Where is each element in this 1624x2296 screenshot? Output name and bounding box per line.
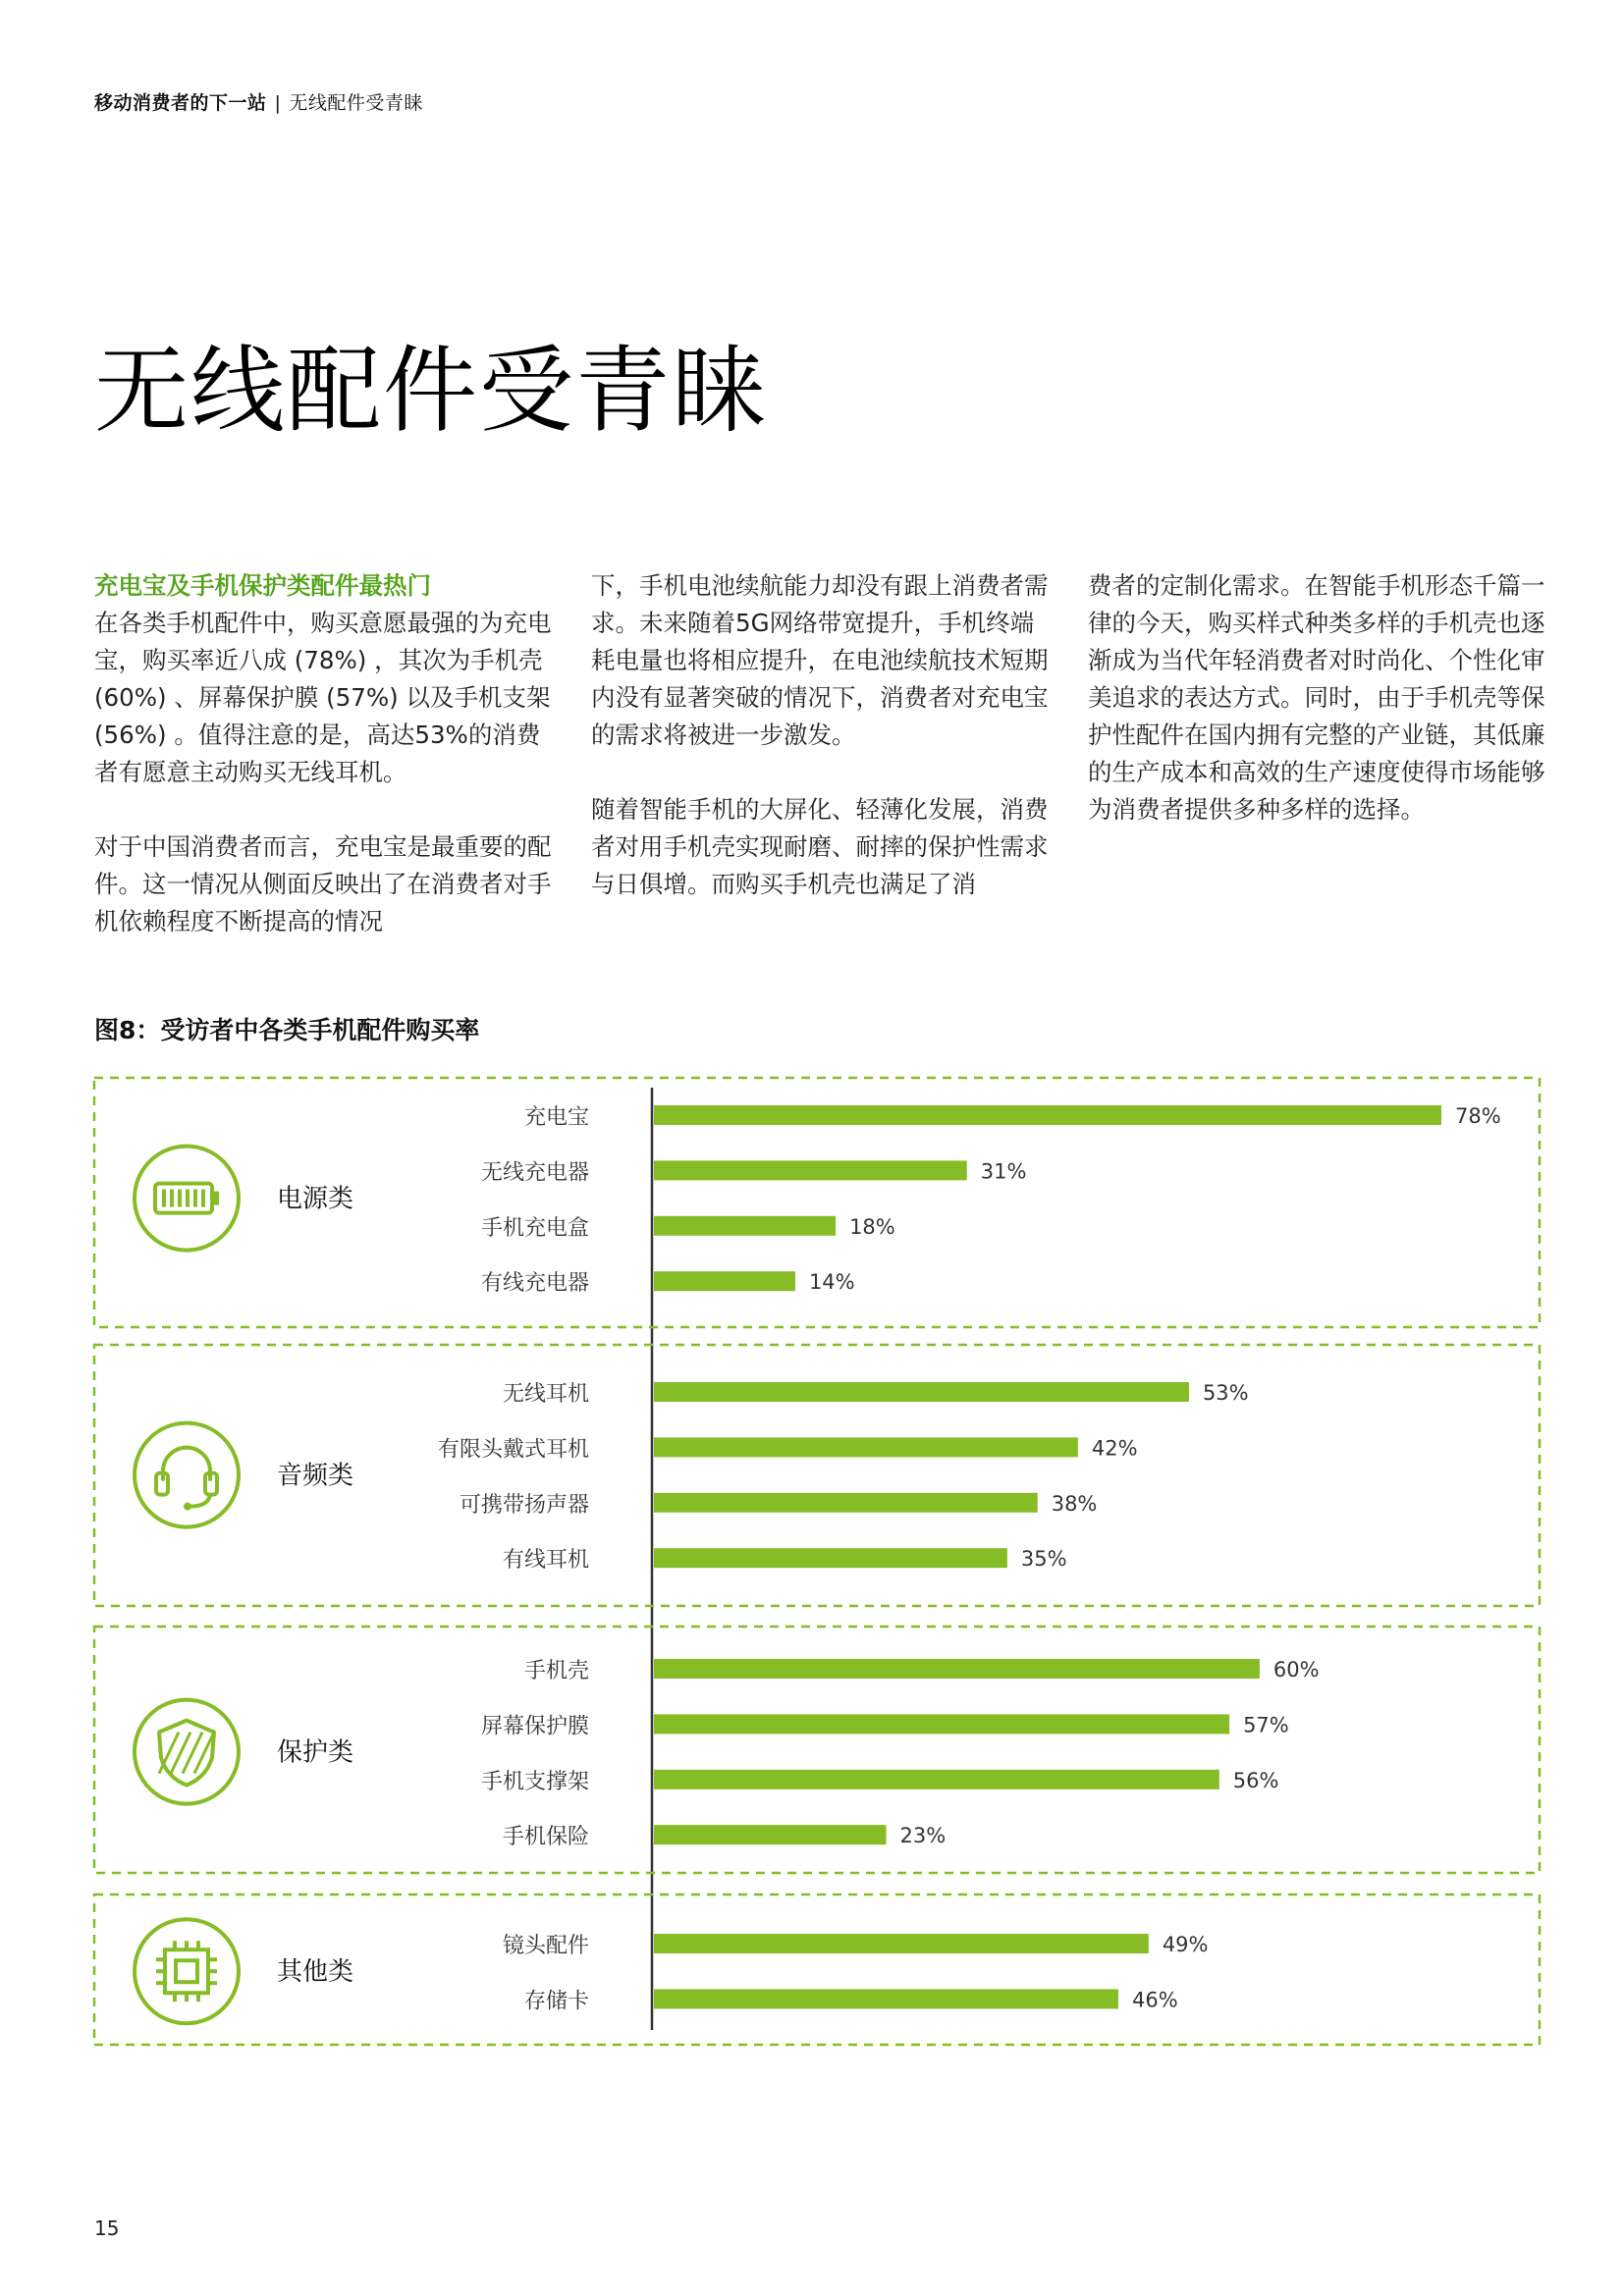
page-title: 无线配件受青睐 (94, 336, 768, 446)
category-label: 手机壳 (523, 1659, 589, 1683)
category-label: 无线耳机 (502, 1382, 589, 1407)
bar (654, 1770, 1219, 1789)
group-frame (94, 1345, 1540, 1606)
paragraph-text: 费者的定制化需求。在智能手机形态千篇一律的今天，购买样式种类多样的手机壳也逐渐成为当代年轻消费者对时尚化、个性化审美追求的表达方式。同时，由于手机壳等保护性配件在国内拥有完整的产业链，其低廉的生产成本和高效的生产速度使得市场能够为消费者提供多种多样的选择。 (1088, 571, 1545, 824)
chip-icon (135, 1919, 239, 2023)
category-label: 屏幕保护膜 (480, 1714, 589, 1739)
bar (654, 1714, 1229, 1734)
category-label: 有限头戴式耳机 (437, 1437, 589, 1463)
group-frame (94, 1078, 1540, 1327)
paragraph (94, 567, 556, 791)
data-label: 38% (1051, 1491, 1098, 1516)
bar (654, 1271, 795, 1291)
battery-cell (162, 1190, 166, 1207)
category-label: 手机充电盒 (480, 1215, 589, 1241)
paragraph-text: 在各类手机配件中，购买意愿最强的为充电宝，购买率近八成 (78%) ，其次为手机壳 (60%) 、屏幕保护膜 (57%) 以及手机支架 (56%) 。值得注意的是，高达53%的消费者有愿意主动购买无线耳机。 (94, 609, 552, 786)
headset-mic-arm (190, 1495, 210, 1507)
paragraph-text: 下，手机电池续航能力却没有跟上消费者需求。未来随着5G网络带宽提升，手机终端耗电量也将相应提升，在电池续航技术短期内没有显著突破的情况下，消费者对充电宝的需求将被进一步激发。 (591, 571, 1049, 749)
body-column-3 (1088, 567, 1549, 866)
shield-stripe (194, 1733, 214, 1774)
bar (654, 1105, 1441, 1125)
battery-cell (186, 1190, 189, 1207)
data-label: 53% (1202, 1381, 1249, 1405)
bar (654, 1548, 1007, 1568)
running-header (94, 88, 423, 115)
battery-icon (135, 1147, 239, 1251)
bar (654, 1934, 1149, 1953)
header-subsection: 无线配件受青睐 (289, 92, 423, 114)
category-label: 无线充电器 (480, 1160, 589, 1186)
paragraph-text: 对于中国消费者而言，充电宝是最重要的配件。这一情况从侧面反映出了在消费者对手机依赖程度不断提高的情况 (94, 832, 552, 935)
bar (654, 1659, 1260, 1679)
battery-cell (193, 1190, 197, 1207)
bar (654, 1493, 1038, 1513)
icon-ring (135, 1700, 239, 1804)
headset-band (163, 1448, 210, 1481)
category-label: 可携带扬声器 (459, 1492, 589, 1518)
header-section: 移动消费者的下一站 (94, 92, 267, 114)
headset-icon (135, 1423, 239, 1527)
chip-core (176, 1960, 197, 1982)
group-label: 保护类 (277, 1737, 354, 1768)
bar (654, 1825, 886, 1844)
data-label: 35% (1020, 1547, 1067, 1572)
category-label: 存储卡 (523, 1989, 589, 2014)
data-label: 31% (980, 1159, 1027, 1184)
headset-left-cup (156, 1473, 168, 1495)
data-label: 42% (1091, 1436, 1138, 1461)
bar (654, 1382, 1189, 1402)
group-label: 电源类 (277, 1184, 354, 1214)
data-label: 14% (808, 1270, 855, 1295)
shield-stripe (183, 1733, 202, 1774)
shield-outline (159, 1721, 214, 1786)
icon-ring (135, 1147, 239, 1251)
data-label: 57% (1243, 1713, 1289, 1737)
group-label: 音频类 (277, 1461, 354, 1491)
icon-ring (135, 1423, 239, 1527)
data-label: 46% (1131, 1988, 1178, 2012)
paragraph-text: 随着智能手机的大屏化、轻薄化发展，消费者对用手机壳实现耐磨、耐摔的保护性需求与日俱增。而购买手机壳也满足了消 (591, 795, 1049, 898)
category-label: 手机保险 (502, 1825, 589, 1850)
category-label: 手机支撑架 (480, 1769, 589, 1794)
bar (654, 1216, 836, 1236)
data-label: 56% (1232, 1768, 1279, 1792)
battery-body (155, 1184, 212, 1213)
battery-tip (213, 1192, 219, 1205)
headset-mic (184, 1503, 191, 1511)
battery-cell (178, 1190, 182, 1207)
category-label: 有线充电器 (480, 1271, 589, 1297)
bar (654, 1989, 1118, 2008)
data-label: 49% (1162, 1933, 1209, 1956)
data-label: 23% (899, 1824, 947, 1848)
data-label: 78% (1455, 1104, 1501, 1128)
shield-icon (135, 1700, 239, 1804)
icon-ring (135, 1919, 239, 2023)
data-label: 18% (849, 1214, 895, 1239)
category-label: 充电宝 (523, 1105, 589, 1130)
header-separator: | (274, 92, 282, 114)
lead-heading: 充电宝及手机保护类配件最热门 (94, 571, 431, 600)
group-frame (94, 1895, 1540, 2045)
data-label: 60% (1272, 1658, 1320, 1682)
shield-stripe (171, 1733, 190, 1774)
bar (654, 1160, 967, 1180)
body-column-1 (94, 567, 556, 978)
battery-cell (201, 1190, 205, 1207)
shield-stripe (159, 1733, 179, 1774)
battery-cell (170, 1190, 174, 1207)
bar (654, 1437, 1078, 1457)
body-column-2 (591, 567, 1053, 940)
headset-right-cup (205, 1473, 217, 1495)
category-label: 镜头配件 (502, 1934, 589, 1958)
chip-outer (165, 1949, 208, 1993)
group-label: 其他类 (277, 1957, 354, 1988)
category-label: 有线耳机 (502, 1548, 589, 1574)
figure-title: 图8：受访者中各类手机配件购买率 (94, 1016, 480, 1044)
page-number: 15 (94, 2216, 120, 2240)
group-frame (94, 1627, 1540, 1873)
